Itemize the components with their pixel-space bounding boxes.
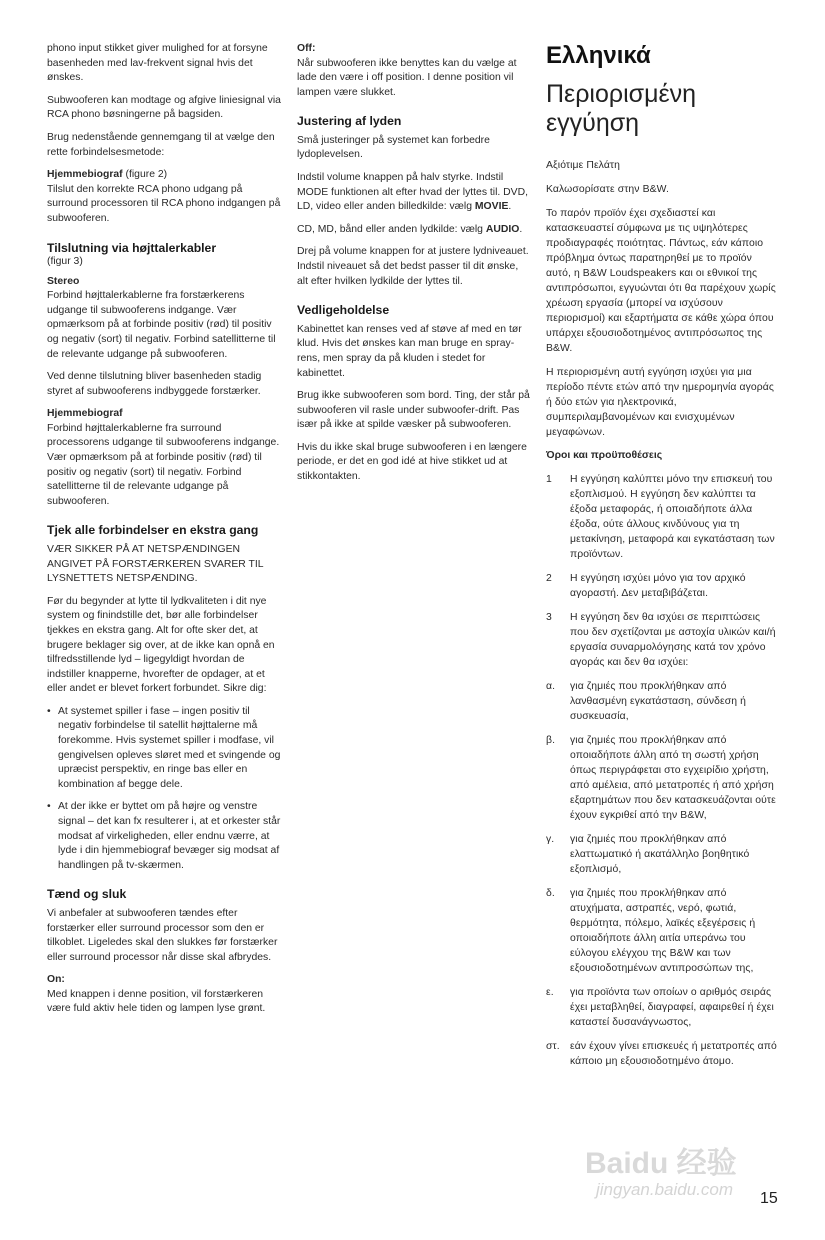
paragraph: Med knappen i denne position, vil forstærkeren være fuld aktiv hele tiden og lampen lyse grønt. bbox=[47, 988, 266, 1015]
paragraph: Små justeringer på systemet kan forbedre lydoplevelsen. bbox=[297, 134, 490, 161]
figure-ref: (figur 3) bbox=[47, 256, 83, 268]
terms-list bbox=[546, 472, 778, 1069]
paragraph: Η περιορισμένη αυτή εγγύηση ισχύει για μια περίοδο πέντε ετών από την ημερομηνία αγοράς ή δύο ετών για ηλεκτρονικά, συμπεριλαμβανομένων και ενισχυμένων μεγαφώνων. bbox=[546, 367, 775, 438]
paragraph: Subwooferen kan modtage og afgive liniesignal via RCA phono bøsningerne på bagsiden. bbox=[47, 94, 281, 121]
heading-maintenance: Vedligeholdelse bbox=[297, 303, 390, 318]
item-text: για ζημιές που προκλήθηκαν από λανθασμένη εγκατάσταση, σύνδεση ή συσκευασία, bbox=[570, 681, 746, 722]
terms-item bbox=[546, 1039, 778, 1069]
terms-item bbox=[546, 985, 778, 1030]
column-danish-left bbox=[47, 42, 282, 1025]
mode-movie: MOVIE bbox=[474, 201, 509, 213]
terms-item bbox=[546, 832, 778, 877]
terms-item bbox=[546, 610, 778, 670]
page-number: 15 bbox=[760, 1190, 778, 1207]
item-marker: στ. bbox=[546, 1041, 560, 1052]
terms-item bbox=[546, 472, 778, 562]
paragraph: Forbind højttalerkablerne fra forstærkerens udgange til subwooferens indgange. Vær opmærksom på at forbinde positiv (rød) til positiv og negativ (sort) til negativ. Forbind satellitterne til de relevante udgange på subwooferen. bbox=[47, 290, 276, 360]
subheading-on: On: bbox=[47, 974, 65, 986]
heading-speaker-cables bbox=[47, 241, 282, 270]
item-marker: β. bbox=[546, 735, 556, 746]
item-text: για ζημιές που προκλήθηκαν από ελαττωματικό ή ακατάλληλο βοηθητικό εξοπλισμό, bbox=[570, 834, 750, 875]
item-marker: α. bbox=[546, 681, 556, 692]
figure-ref: (figure 2) bbox=[122, 169, 168, 181]
item-text: Η εγγύηση ισχύει μόνο για τον αρχικό αγοραστή. Δεν μεταβιβάζεται. bbox=[570, 573, 746, 599]
section-title: Περιορισμένη εγγύηση bbox=[546, 80, 697, 137]
heading-power: Tænd og sluk bbox=[47, 887, 127, 902]
paragraph: Drej på volume knappen for at justere lydniveauet. Indstil niveauet så det bedst passer til dit ønske, alt efter hvilken lydkilde der lyttes til. bbox=[297, 246, 529, 287]
bullet-text: At der ikke er byttet om på højre og venstre signal – det kan fx resulterer i, at et orkester står modsat af virkeligheden, eller endnu værre, at lyde i din hjemmebiograf bevæger sig modsat af handlingen på tv-skærmen. bbox=[58, 801, 281, 871]
paragraph: Tilslut den korrekte RCA phono udgang på surround processoren til RCA phono indgangen på subwooferen. bbox=[47, 183, 281, 224]
text: Indstil volume knappen på halv styrke. Indstil MODE funktionen alt efter hvad der lyttes til. DVD, LD, video eller anden billedkilde: vælg bbox=[297, 172, 528, 213]
home-cinema-block-2 bbox=[47, 407, 282, 509]
item-marker: γ. bbox=[546, 834, 555, 845]
item-text: για ζημιές που προκλήθηκαν από οποιαδήποτε άλλη από τη σωστή χρήση όπως περιγράφεται στο εγχειρίδιο χρήστη, από αμέλεια, από μετατροπές ή από χρήση εξαρτημάτων που δεν κατασκευάζονται ούτε έχουν εγκριθεί από την B&W, bbox=[570, 735, 776, 821]
warning-text: VÆR SIKKER PÅ AT NETSPÆNDINGEN ANGIVET PÅ FORSTÆRKEREN SVARER TIL LYSNETTETS NETSPÆNDING. bbox=[47, 543, 264, 585]
column-danish-middle bbox=[297, 42, 531, 493]
subheading-off: Off: bbox=[297, 43, 316, 54]
item-text: για ζημιές που προκλήθηκαν από ατυχήματα, αστραπές, νερό, φωτιά, θερμότητα, πόλεμο, λαϊκές εξεγέρσεις ή οποιαδήποτε άλλη αιτία υπεράνω του εύλογου ελέγχου της B&W και των εξουσιοδοτημένων αντιπροσώπων της, bbox=[570, 888, 756, 974]
heading-text: Tilslutning via højttalerkabler bbox=[47, 240, 217, 255]
heading-sound-adjustment: Justering af lyden bbox=[297, 114, 402, 129]
paragraph: Kabinettet kan renses ved af støve af med en tør klud. Hvis det ønskes kan man bruge en spray-rens, men spray da på kluden i stedet for kabinettet. bbox=[297, 323, 522, 379]
terms-item bbox=[546, 679, 778, 724]
stereo-block bbox=[47, 275, 282, 363]
text: . bbox=[519, 223, 523, 235]
terms-item bbox=[546, 886, 778, 976]
terms-item bbox=[546, 733, 778, 823]
bullet-icon: • bbox=[47, 705, 51, 717]
paragraph bbox=[297, 223, 531, 238]
bullet-item bbox=[47, 800, 282, 873]
watermark-logo: Baidu 经验 bbox=[585, 1147, 737, 1180]
item-text: Η εγγύηση καλύπτει μόνο την επισκευή του εξοπλισμού. Η εγγύηση δεν καλύπτει τα έξοδα μεταφοράς, ή οποιαδήποτε άλλα έξοδα, ούτε άλλους κινδύνους για τη μετακίνηση, μεταφορά και εγκατάσταση των προϊόντων. bbox=[570, 474, 775, 560]
subheading-home-cinema: Hjemmebiograf bbox=[47, 408, 123, 420]
subheading-home-cinema: Hjemmebiograf bbox=[47, 169, 123, 181]
mode-audio: AUDIO bbox=[485, 223, 520, 235]
bullet-icon: • bbox=[47, 801, 51, 813]
greeting: Καλωσορίσατε στην B&W. bbox=[546, 184, 669, 195]
column-greek bbox=[546, 42, 778, 1078]
paragraph bbox=[297, 171, 531, 215]
paragraph: Brug nedenstående gennemgang til at vælge den rette forbindelsesmetode: bbox=[47, 131, 275, 158]
item-text: για προϊόντα των οποίων ο αριθμός σειράς έχει μεταβληθεί, διαγραφεί, αφαιρεθεί ή έχει καταστεί δυσανάγνωστος, bbox=[570, 987, 774, 1028]
heading-check-connections: Tjek alle forbindelser en ekstra gang bbox=[47, 523, 259, 538]
item-marker: δ. bbox=[546, 888, 555, 899]
greeting: Αξιότιμε Πελάτη bbox=[546, 160, 621, 171]
terms-item bbox=[546, 571, 778, 601]
text: . bbox=[508, 201, 512, 213]
on-block bbox=[47, 973, 282, 1017]
item-text: εάν έχουν γίνει επισκευές ή μετατροπές από κάποιο μη εξουσιοδοτημένο άτομο. bbox=[570, 1041, 777, 1067]
item-text: Η εγγύηση δεν θα ισχύει σε περιπτώσεις που δεν σχετίζονται με αστοχία υλικών και/ή εργασία συναρμολόγησης κατά τον χρόνο αγοράς και δεν θα ισχύει: bbox=[570, 612, 776, 668]
bullet-text: At systemet spiller i fase – ingen positiv til negativ forbindelse til satellit højttalerne må forekomme. Hvis systemet spiller i modfase, vil gengivelsen opleves sløret med et svingende og upræcist perspektiv, en ringe bas eller en kombination af begge dele. bbox=[58, 705, 281, 790]
terms-heading: Όροι και προϋποθέσεις bbox=[546, 450, 663, 461]
paragraph: Forbind højttalerkablerne fra surround processorens udgange til subwooferens indgange. Vær opmærksom på at forbinde positiv (rød) til positiv og negativ (sort) til negativ. Forbind satellitterne til de relevante udgange på subwooferen. bbox=[47, 422, 280, 507]
paragraph: Ved denne tilslutning bliver basenheden stadig styret af subwooferens indbyggede forstærker. bbox=[47, 371, 262, 397]
paragraph: Brug ikke subwooferen som bord. Ting, der står på subwooferen vil rasle under subwoofer-drift. Pas især på ikke at spilde væsker på subwooferen. bbox=[297, 390, 530, 431]
paragraph: Το παρόν προϊόν έχει σχεδιαστεί και κατασκευαστεί σύμφωνα με τις υψηλότερες προδιαγραφές ποιότητας. Πάντως, εάν κάποιο πρόβλημα όντως παρατηρηθεί με το προϊόν αυτό, η B&W Loudspeakers και οι εθνικοί της αντιπρόσωποι, εγγυώνται ότι θα παρέχουν χωρίς χρέωση εργασία (μπορεί να ισχύσουν περιορισμοί) και εξαρτήματα σε κάθε χώρα όπου υπάρχει εξουσιοδοτημένος αντιπρόσωπος της B&W. bbox=[546, 208, 776, 354]
paragraph: Før du begynder at lytte til lydkvaliteten i dit nye system og finindstille det, bør alle forbindelser tjekkes en ekstra gang. Alt for ofte sker det, at brugere beklager sig over, at de ikke kan opnå en tilfredsstillende lyd – ligegyldigt hvordan de indstiller knapperne, hvorefter de opdager, at et eller andet er blevet forkert forbundet. Sikre dig: bbox=[47, 595, 275, 695]
watermark-url: jingyan.baidu.com bbox=[596, 1180, 734, 1199]
subheading-stereo: Stereo bbox=[47, 275, 80, 287]
paragraph: Hvis du ikke skal bruge subwooferen i en længere periode, er det en god idé at hive stikket ud at stikkontakten. bbox=[297, 441, 527, 483]
home-cinema-block bbox=[47, 168, 282, 226]
paragraph: Når subwooferen ikke benyttes kan du vælge at lade den være i off position. I denne position vil lampen være slukket. bbox=[297, 57, 517, 98]
paragraph: phono input stikket giver mulighed for at forsyne basenheden med lav-frekvent signal hvis det ønskes. bbox=[47, 43, 268, 84]
item-marker: ε. bbox=[546, 987, 554, 998]
item-marker: 1 bbox=[546, 474, 552, 485]
item-marker: 2 bbox=[546, 573, 552, 584]
text: CD, MD, bånd eller anden lydkilde: vælg bbox=[297, 223, 486, 235]
bullet-item bbox=[47, 705, 282, 793]
paragraph: Vi anbefaler at subwooferen tændes efter forstærker eller surround processor som den er tilkoblet. Ligeledes skal den slukkes før forstærker eller surround processor når disse skal afbrydes. bbox=[47, 907, 278, 963]
off-block bbox=[297, 42, 531, 100]
language-title: Ελληνικά bbox=[546, 42, 651, 69]
item-marker: 3 bbox=[546, 612, 552, 623]
